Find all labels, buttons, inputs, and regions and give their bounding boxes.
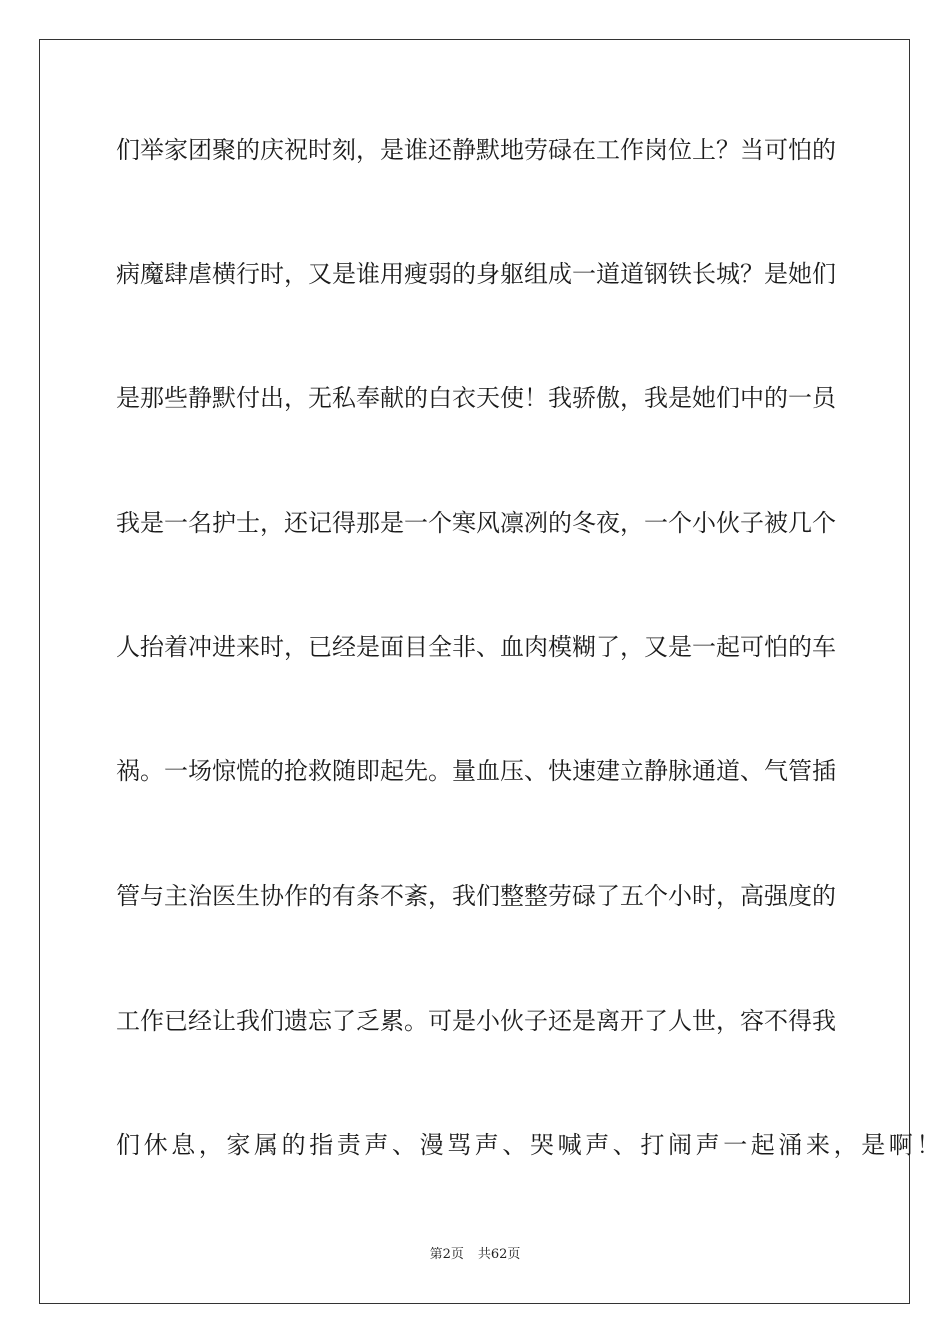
body-text-line: 病魔肆虐横行时，又是谁用瘦弱的身躯组成一道道钢铁长城？是她们 (116, 260, 836, 288)
body-text-line: 管与主治医生协作的有条不紊，我们整整劳碌了五个小时，高强度的 (116, 882, 836, 910)
total-page-count: 共62页 (477, 1247, 521, 1262)
body-text-line: 工作已经让我们遗忘了乏累。可是小伙子还是离开了人世，容不得我 (116, 1007, 836, 1035)
body-text-line: 我是一名护士，还记得那是一个寒风凛冽的冬夜，一个小伙子被几个 (116, 509, 836, 537)
page-footer (0, 1247, 950, 1263)
body-text-line: 是那些静默付出，无私奉献的白衣天使！我骄傲，我是她们中的一员 (116, 384, 836, 412)
body-text-line: 们举家团聚的庆祝时刻，是谁还静默地劳碌在工作岗位上？当可怕的 (116, 136, 836, 164)
body-text-line: 们休息，家属的指责声、漫骂声、哭喊声、打闹声一起涌来，是啊！ (116, 1131, 944, 1159)
current-page-number: 第2页 (429, 1247, 464, 1262)
page-border (39, 39, 944, 1304)
body-text-line: 祸。一场惊慌的抢救随即起先。量血压、快速建立静脉通道、气管插 (116, 757, 836, 785)
body-text-line: 人抬着冲进来时，已经是面目全非、血肉模糊了，又是一起可怕的车 (116, 633, 836, 661)
